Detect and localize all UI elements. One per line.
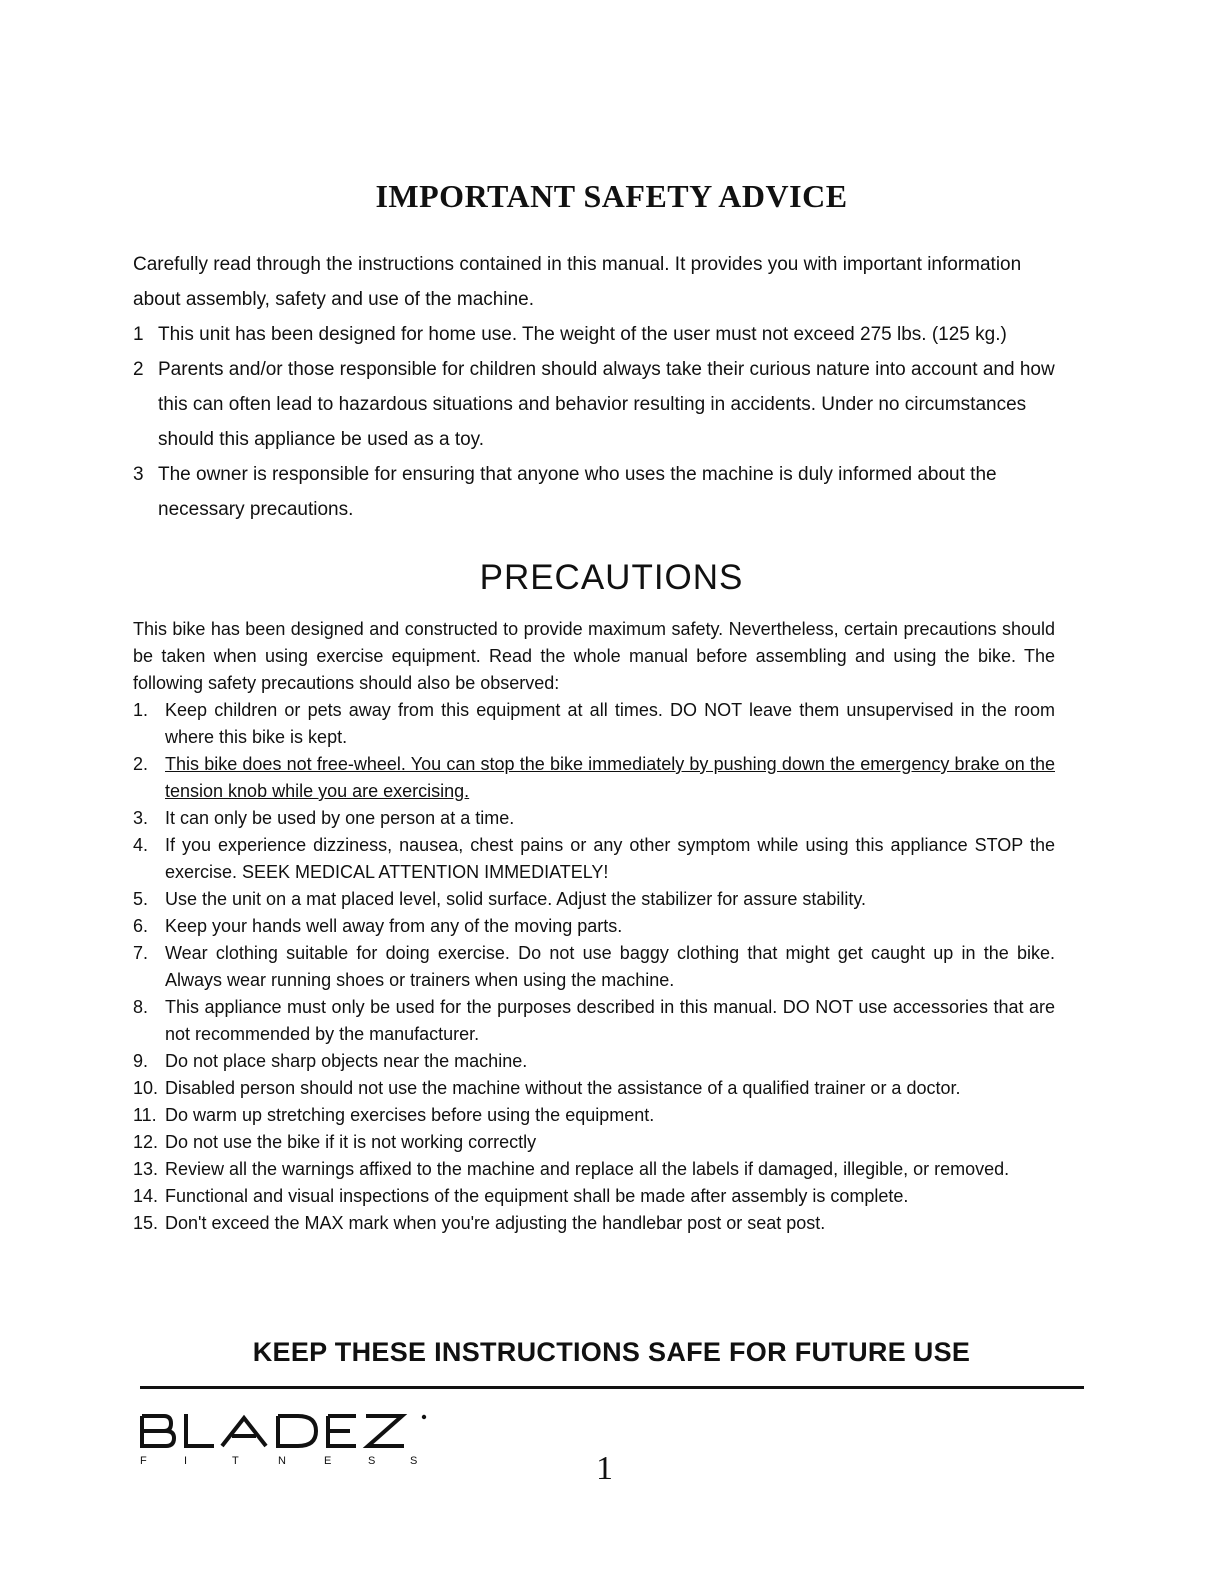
intro-paragraph: Carefully read through the instructions contained in this manual. It provides you with important information about assembly, safety and use of the machine.	[133, 254, 1022, 310]
bladez-logo	[140, 1408, 440, 1468]
page-title: IMPORTANT SAFETY ADVICE	[375, 178, 848, 214]
item-text: Parents and/or those responsible for children should always take their curious nature into account and how this can often lead to hazardous situations and behavior resulting in accidents. Under no circumstances should this appliance be used as a toy.	[158, 359, 1055, 450]
precautions-list	[133, 697, 1055, 1237]
list-item	[133, 457, 1063, 527]
item-number: 9.	[133, 1051, 149, 1071]
intro-list	[133, 317, 1063, 527]
list-item	[133, 1156, 1055, 1183]
item-number: 11.	[133, 1105, 157, 1125]
item-number: 3	[133, 464, 144, 485]
item-text: The owner is responsible for ensuring that anyone who uses the machine is duly informed about the necessary precautions.	[158, 464, 997, 520]
list-item	[133, 1048, 1055, 1075]
logo-sub-letter: N	[278, 1455, 286, 1467]
page-number: 1	[596, 1450, 613, 1487]
list-item	[133, 913, 1055, 940]
item-text: Keep children or pets away from this equipment at all times. DO NOT leave them unsupervised in the room where this bike is kept.	[165, 700, 1055, 747]
list-item	[133, 1210, 1055, 1237]
precautions-paragraph: This bike has been designed and constructed to provide maximum safety. Nevertheless, certain precautions should be taken when using exercise equipment. Read the whole manual before assembling and using the bike. The following safety precautions should also be observed:	[133, 619, 1055, 693]
item-text: It can only be used by one person at a time.	[165, 808, 515, 828]
intro-section	[133, 247, 1063, 527]
item-number: 1	[133, 324, 144, 345]
logo-sub-letter: I	[184, 1455, 188, 1467]
item-number: 2	[133, 359, 144, 380]
item-number: 12.	[133, 1132, 159, 1152]
item-number: 6.	[133, 916, 149, 936]
item-number: 2.	[133, 754, 149, 774]
item-text: Review all the warnings affixed to the machine and replace all the labels if damaged, illegible, or removed.	[165, 1159, 1010, 1179]
logo-sub-letter: F	[140, 1455, 147, 1467]
item-text: Disabled person should not use the machine without the assistance of a qualified trainer or a doctor.	[165, 1078, 961, 1098]
precautions-title: PRECAUTIONS	[479, 558, 744, 597]
item-number: 7.	[133, 943, 149, 963]
list-item	[133, 751, 1055, 805]
item-number: 4.	[133, 835, 149, 855]
item-text: Do not place sharp objects near the machine.	[165, 1051, 528, 1071]
list-item	[133, 1102, 1055, 1129]
item-number: 8.	[133, 997, 149, 1017]
item-number: 3.	[133, 808, 149, 828]
item-text: Don't exceed the MAX mark when you're adjusting the handlebar post or seat post.	[165, 1213, 826, 1233]
logo-sub-letter: S	[368, 1455, 376, 1467]
list-item	[133, 1075, 1055, 1102]
item-number: 13.	[133, 1159, 159, 1179]
list-item	[133, 886, 1055, 913]
item-number: 15.	[133, 1213, 159, 1233]
item-text: Functional and visual inspections of the equipment shall be made after assembly is complete.	[165, 1186, 909, 1206]
footer-divider	[140, 1386, 1084, 1389]
list-item	[133, 317, 1063, 352]
item-number: 14.	[133, 1186, 159, 1206]
item-text: This appliance must only be used for the purposes described in this manual. DO NOT use accessories that are not recommended by the manufacturer.	[165, 997, 1055, 1044]
list-item	[133, 940, 1055, 994]
logo-sub-letter: S	[410, 1455, 418, 1467]
item-number: 10.	[133, 1078, 159, 1098]
precautions-section	[133, 616, 1055, 1237]
item-text: This unit has been designed for home use. The weight of the user must not exceed 275 lbs. (125 kg.)	[158, 324, 1007, 345]
list-item	[133, 352, 1063, 457]
list-item	[133, 697, 1055, 751]
item-text: Use the unit on a mat placed level, solid surface. Adjust the stabilizer for assure stability.	[165, 889, 867, 909]
logo-sub-letter: T	[232, 1455, 239, 1467]
item-text: If you experience dizziness, nausea, chest pains or any other symptom while using this appliance STOP the exercise. SEEK MEDICAL ATTENTION IMMEDIATELY!	[165, 835, 1055, 882]
logo-sub-letter: E	[324, 1455, 332, 1467]
list-item	[133, 805, 1055, 832]
item-text: Keep your hands well away from any of the moving parts.	[165, 916, 623, 936]
item-number: 1.	[133, 700, 149, 720]
list-item	[133, 1183, 1055, 1210]
item-text: Do warm up stretching exercises before using the equipment.	[165, 1105, 655, 1125]
item-number: 5.	[133, 889, 149, 909]
keep-instructions-notice: KEEP THESE INSTRUCTIONS SAFE FOR FUTURE USE	[252, 1337, 971, 1367]
list-item	[133, 994, 1055, 1048]
item-text-underlined: This bike does not free-wheel. You can stop the bike immediately by pushing down the emergency brake on the tension knob while you are exercising.	[165, 754, 1055, 801]
item-text: Do not use the bike if it is not working correctly	[165, 1132, 537, 1152]
item-text: Wear clothing suitable for doing exercise. Do not use baggy clothing that might get caught up in the bike. Always wear running shoes or trainers when using the machine.	[165, 943, 1055, 990]
list-item	[133, 832, 1055, 886]
list-item	[133, 1129, 1055, 1156]
